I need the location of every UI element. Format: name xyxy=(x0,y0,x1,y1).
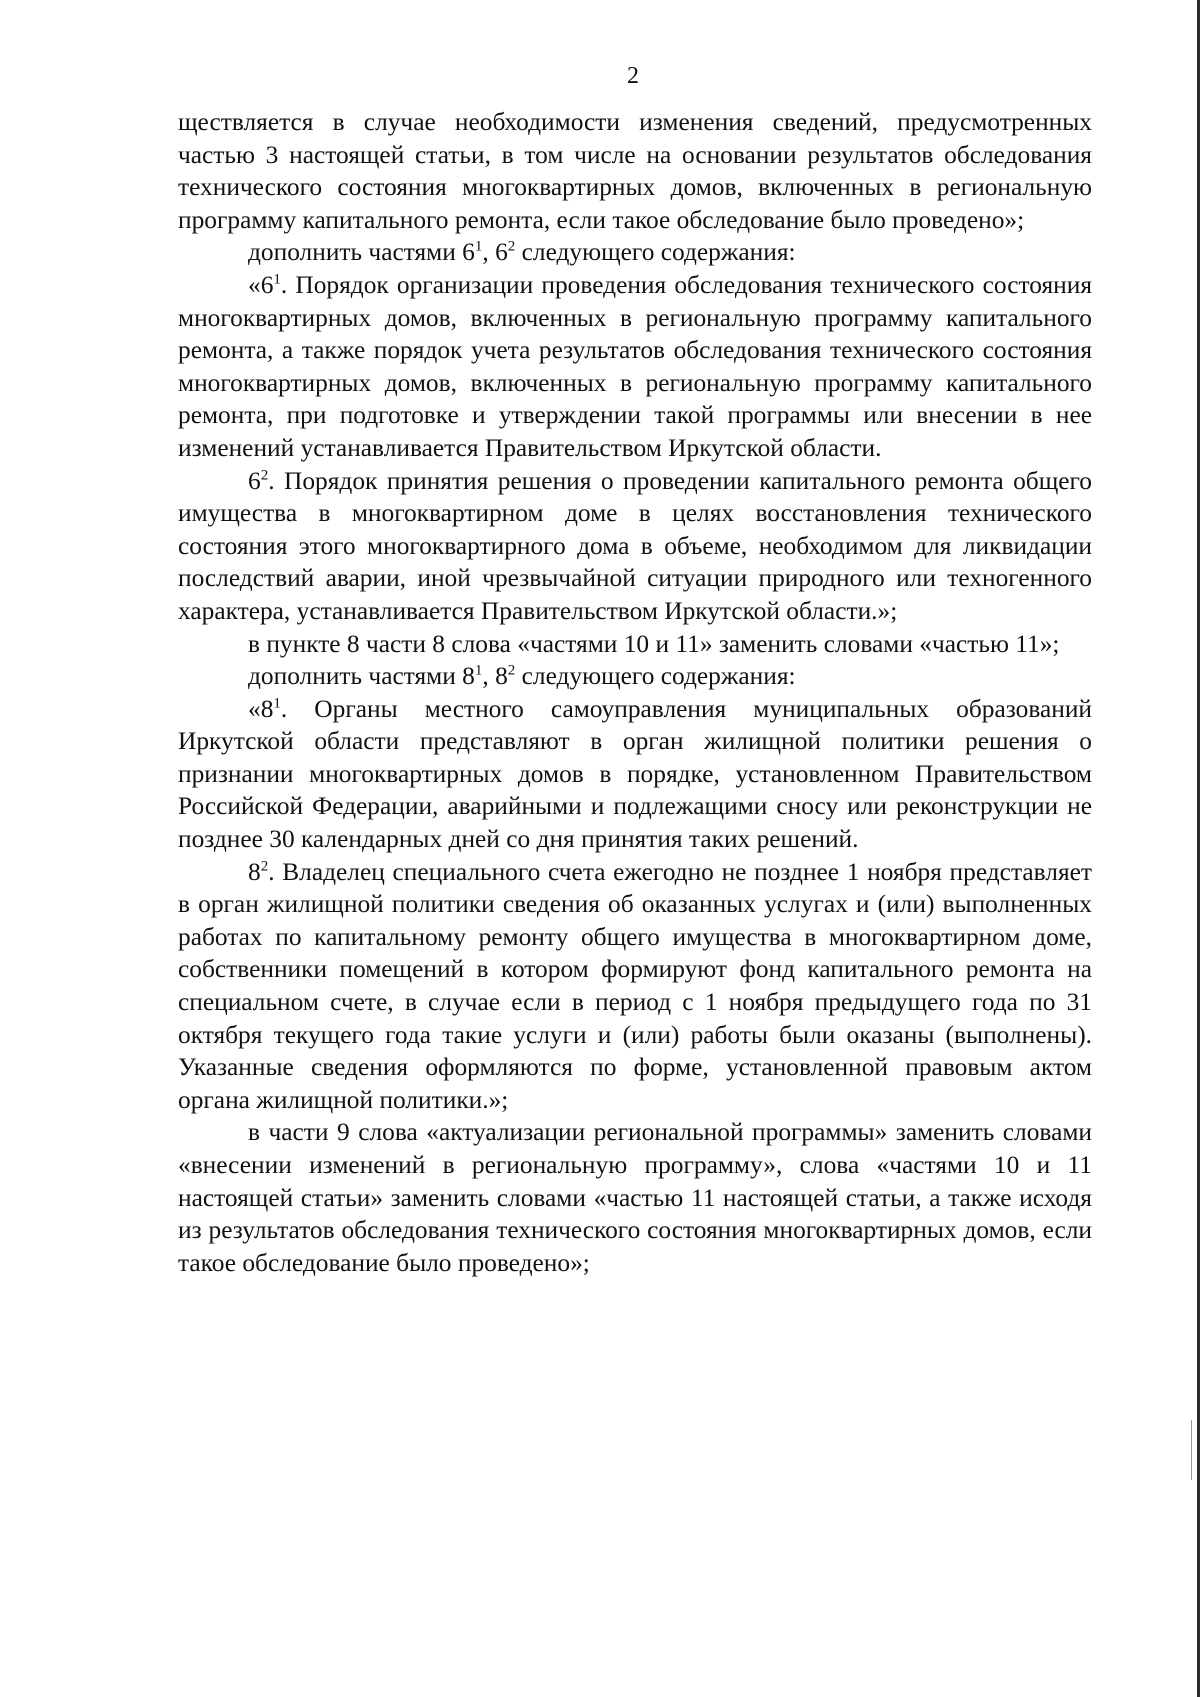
paragraph-part-9: в части 9 слова «актуализации региональной программы» заменить словами «внесении изменений в региональную программу», слова «частями 10 и 11 настоящей статьи» заменить словами «частью 11 настоящей статьи, а также исходя из результатов обследования технического состояния многоквартирных домов, если такое обследование было проведено»; xyxy=(178,1118,1092,1277)
page-number: 2 xyxy=(627,63,639,89)
paragraph-add-parts-8: дополнить частями $8^1$, $8^2$ следующего содержания: xyxy=(248,662,796,691)
document-body xyxy=(178,106,1092,1279)
paragraph-part-6-2: $6^2$. Порядок принятия решения о проведении капитального ремонта общего имущества в многоквартирном доме в целях восстановления технического состояния этого многоквартирного дома в объеме, необходимом для ликвидации последствий аварии, иной чрезвычайной ситуации природного или техногенного характера, устанавливается Правительством Иркутской области.»; xyxy=(178,466,1092,625)
paragraph-item-8-part-8: в пункте 8 части 8 слова «частями 10 и 11» заменить словами «частью 11»; xyxy=(248,629,1060,658)
scan-mark xyxy=(1191,1420,1192,1480)
paragraph-part-8-1: «$8^1$. Органы местного самоуправления муниципальных образований Иркутской области представляют в орган жилищной политики решения о признании многоквартирных домов в порядке, установленном Правительством Российской Федерации, аварийными и подлежащими сносу или реконструкции не позднее 30 календарных дней со дня принятия таких решений. xyxy=(178,694,1092,854)
paragraph-part-8-2: $8^2$. Владелец специального счета ежегодно не позднее 1 ноября представляет в орган жилищной политики сведения об оказанных услугах и (или) выполненных работах по капитальному ремонту общего имущества в многоквартирном доме, собственники помещений в котором формируют фонд капитального ремонта на специальном счете, в случае если в период с 1 ноября предыдущего года по 31 октября текущего года такие услуги и (или) работы были оказаны (выполнены). Указанные сведения оформляются по форме, установленной правовым актом органа жилищной политики.»; xyxy=(178,857,1092,1114)
paragraph-continuation: ществляется в случае необходимости изменения сведений, предусмотренных частью 3 настоящей статьи, в том числе на основании результатов обследования технического состояния многоквартирных домов, включенных в региональную программу капитального ремонта, если такое обследование было проведено»; xyxy=(178,108,1092,234)
paragraph-part-6-1: «$6^1$. Порядок организации проведения обследования технического состояния многоквартирных домов, включенных в региональную программу капитального ремонта, а также порядок учета результатов обследования технического состояния многоквартирных домов, включенных в региональную программу капитального ремонта, при подготовке и утверждении такой программы или внесении в нее изменений устанавливается Правительством Иркутской области. xyxy=(178,270,1092,462)
paragraph-add-parts-6: дополнить частями $6^1$, $6^2$ следующего содержания: xyxy=(248,238,796,267)
